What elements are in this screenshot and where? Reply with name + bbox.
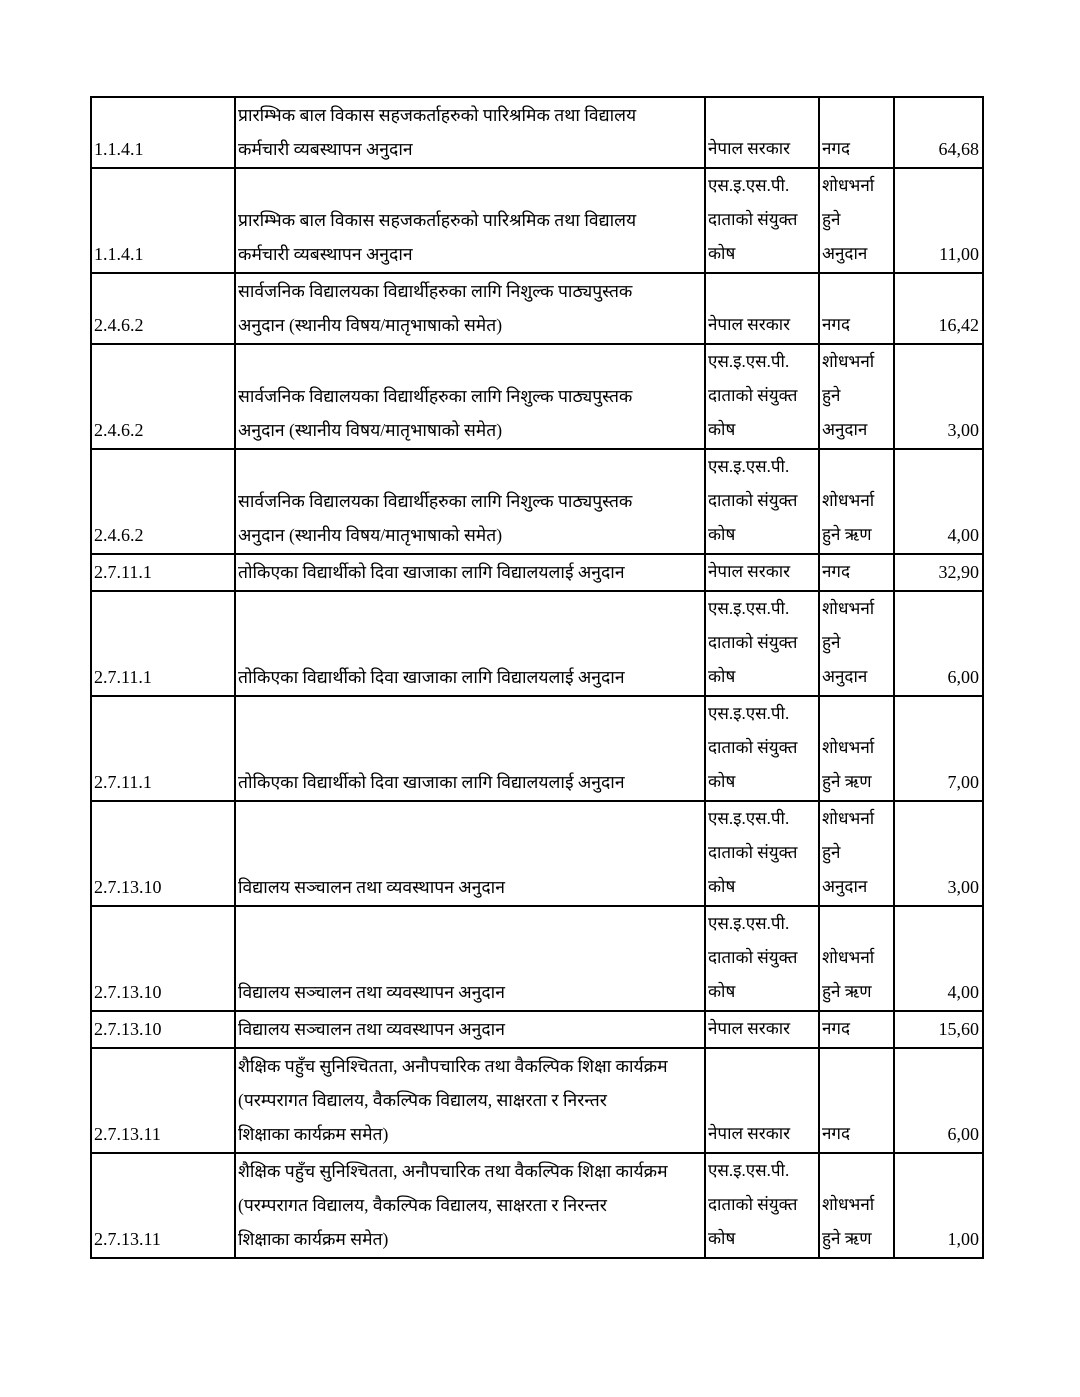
funding-type-line: हुने [822, 386, 841, 405]
program-description-line: अनुदान (स्थानीय विषय/मातृभाषाको समेत) [238, 525, 503, 545]
amount-cell [894, 554, 983, 591]
amount-cell [894, 906, 983, 1011]
budget-code-cell [91, 906, 235, 1011]
program-description-line: विद्यालय सञ्चालन तथा व्यवस्थापन अनुदान [238, 877, 505, 897]
program-description-line: शैक्षिक पहुँच सुनिश्चितता, अनौपचारिक तथा वैकल्पिक शिक्षा कार्यक्रम [238, 1161, 668, 1181]
budget-code-cell [91, 801, 235, 906]
funding-type-cell [819, 801, 894, 906]
budget-code: 2.4.6.2 [94, 525, 144, 545]
budget-code: 1.1.4.1 [94, 244, 144, 264]
amount-cell [894, 449, 983, 554]
funding-source-line: दाताको संयुक्त [708, 843, 798, 862]
amount-cell [894, 696, 983, 801]
budget-code-cell [91, 1153, 235, 1258]
table-row [91, 906, 983, 1011]
amount-value: 7,00 [947, 772, 979, 792]
table-row [91, 1153, 983, 1258]
funding-source-line: कोष [708, 982, 736, 1001]
table-row [91, 273, 983, 344]
funding-source-line: कोष [708, 525, 736, 544]
budget-code: 1.1.4.1 [94, 139, 144, 159]
budget-code: 2.7.13.10 [94, 1019, 162, 1039]
amount-value: 16,42 [938, 315, 979, 335]
budget-code: 2.7.11.1 [94, 667, 152, 687]
budget-code-cell [91, 449, 235, 554]
budget-code-cell [91, 696, 235, 801]
table-row [91, 554, 983, 591]
funding-type-cell [819, 696, 894, 801]
program-description-line: सार्वजनिक विद्यालयका विद्यार्थीहरुका लागि निशुल्क पाठ्यपुस्तक [238, 281, 633, 301]
program-description-cell [235, 168, 705, 273]
table-row [91, 1048, 983, 1153]
funding-source-line: दाताको संयुक्त [708, 386, 798, 405]
program-description-line: अनुदान (स्थानीय विषय/मातृभाषाको समेत) [238, 420, 503, 440]
program-description-line: सार्वजनिक विद्यालयका विद्यार्थीहरुका लागि निशुल्क पाठ्यपुस्तक [238, 386, 633, 406]
funding-source-cell [705, 1011, 819, 1048]
funding-source-line: दाताको संयुक्त [708, 210, 798, 229]
funding-source-line: कोष [708, 667, 736, 686]
funding-type-line: शोधभर्ना [822, 352, 875, 371]
funding-source-line: एस.इ.एस.पी. [708, 352, 790, 371]
funding-source-line: एस.इ.एस.पी. [708, 599, 790, 618]
amount-cell [894, 1048, 983, 1153]
table-row [91, 168, 983, 273]
budget-code-cell [91, 1011, 235, 1048]
amount-value: 64,68 [938, 139, 979, 159]
funding-source-cell [705, 696, 819, 801]
funding-type-cell [819, 97, 894, 168]
program-description-cell [235, 696, 705, 801]
funding-type-line: शोधभर्ना [822, 599, 875, 618]
budget-code: 2.4.6.2 [94, 315, 144, 335]
amount-cell [894, 1153, 983, 1258]
amount-value: 15,60 [938, 1019, 979, 1039]
program-description-cell [235, 97, 705, 168]
funding-source-line: दाताको संयुक्त [708, 948, 798, 967]
budget-code: 2.4.6.2 [94, 420, 144, 440]
budget-code: 2.7.13.10 [94, 877, 162, 897]
funding-source-cell [705, 168, 819, 273]
amount-cell [894, 273, 983, 344]
program-description-cell [235, 1153, 705, 1258]
program-description-line: विद्यालय सञ्चालन तथा व्यवस्थापन अनुदान [238, 1019, 505, 1039]
budget-code-cell [91, 273, 235, 344]
table-row [91, 449, 983, 554]
funding-source-line: कोष [708, 772, 736, 791]
program-description-cell [235, 1011, 705, 1048]
amount-value: 3,00 [947, 420, 979, 440]
budget-code: 2.7.11.1 [94, 562, 152, 582]
funding-source-line: दाताको संयुक्त [708, 491, 798, 510]
amount-value: 6,00 [947, 667, 979, 687]
funding-type-line: नगद [822, 139, 851, 158]
funding-type-cell [819, 1048, 894, 1153]
program-description-cell [235, 1048, 705, 1153]
funding-type-line: हुने ऋण [822, 772, 872, 791]
program-description-line: विद्यालय सञ्चालन तथा व्यवस्थापन अनुदान [238, 982, 505, 1002]
funding-type-cell [819, 906, 894, 1011]
funding-type-line: शोधभर्ना [822, 1195, 875, 1214]
funding-source-cell [705, 801, 819, 906]
funding-type-line: अनुदान [822, 244, 868, 263]
budget-code-cell [91, 168, 235, 273]
funding-type-line: नगद [822, 1019, 851, 1038]
amount-value: 4,00 [947, 525, 979, 545]
funding-source-line: एस.इ.एस.पी. [708, 704, 790, 723]
funding-source-line: नेपाल सरकार [708, 562, 791, 581]
program-description-line: तोकिएका विद्यार्थीको दिवा खाजाका लागि विद्यालयलाई अनुदान [238, 667, 625, 687]
funding-type-line: हुने [822, 843, 841, 862]
budget-code: 2.7.13.11 [94, 1124, 161, 1144]
funding-type-line: हुने ऋण [822, 525, 872, 544]
program-description-line: कर्मचारी व्यबस्थापन अनुदान [238, 244, 413, 264]
funding-type-line: नगद [822, 562, 851, 581]
funding-source-line: दाताको संयुक्त [708, 633, 798, 652]
funding-type-cell [819, 449, 894, 554]
funding-source-cell [705, 1048, 819, 1153]
funding-source-line: एस.इ.एस.पी. [708, 809, 790, 828]
funding-type-line: अनुदान [822, 877, 868, 896]
program-description-line: अनुदान (स्थानीय विषय/मातृभाषाको समेत) [238, 315, 503, 335]
funding-source-line: दाताको संयुक्त [708, 738, 798, 757]
funding-source-cell [705, 554, 819, 591]
program-description-line: तोकिएका विद्यार्थीको दिवा खाजाका लागि विद्यालयलाई अनुदान [238, 772, 625, 792]
funding-type-cell [819, 554, 894, 591]
budget-code-cell [91, 97, 235, 168]
amount-cell [894, 344, 983, 449]
table-row [91, 1011, 983, 1048]
funding-type-line: अनुदान [822, 420, 868, 439]
program-description-line: (परम्परागत विद्यालय, वैकल्पिक विद्यालय, साक्षरता र निरन्तर [238, 1195, 607, 1215]
program-description-line: प्रारम्भिक बाल विकास सहजकर्ताहरुको पारिश्रमिक तथा विद्यालय [238, 105, 637, 125]
program-description-line: तोकिएका विद्यार्थीको दिवा खाजाका लागि विद्यालयलाई अनुदान [238, 562, 625, 582]
funding-type-line: शोधभर्ना [822, 948, 875, 967]
program-description-line: प्रारम्भिक बाल विकास सहजकर्ताहरुको पारिश्रमिक तथा विद्यालय [238, 210, 637, 230]
funding-source-line: कोष [708, 244, 736, 263]
funding-type-cell [819, 273, 894, 344]
funding-type-cell [819, 1011, 894, 1048]
funding-source-line: कोष [708, 420, 736, 439]
amount-value: 4,00 [947, 982, 979, 1002]
program-description-line: शिक्षाका कार्यक्रम समेत) [238, 1124, 389, 1144]
amount-cell [894, 97, 983, 168]
funding-type-cell [819, 1153, 894, 1258]
budget-table-body [91, 97, 983, 1258]
funding-source-cell [705, 344, 819, 449]
budget-code: 2.7.13.11 [94, 1229, 161, 1249]
funding-source-cell [705, 449, 819, 554]
funding-source-line: नेपाल सरकार [708, 315, 791, 334]
amount-cell [894, 801, 983, 906]
budget-code-cell [91, 554, 235, 591]
table-row [91, 344, 983, 449]
funding-type-cell [819, 591, 894, 696]
funding-source-cell [705, 1153, 819, 1258]
funding-source-line: एस.इ.एस.पी. [708, 457, 790, 476]
funding-type-line: नगद [822, 1124, 851, 1143]
program-description-cell [235, 554, 705, 591]
funding-source-line: कोष [708, 1229, 736, 1248]
funding-source-line: नेपाल सरकार [708, 139, 791, 158]
funding-type-line: शोधभर्ना [822, 176, 875, 195]
program-description-cell [235, 273, 705, 344]
amount-value: 3,00 [947, 877, 979, 897]
program-description-line: शिक्षाका कार्यक्रम समेत) [238, 1229, 389, 1249]
funding-type-line: हुने [822, 633, 841, 652]
table-row [91, 97, 983, 168]
program-description-cell [235, 344, 705, 449]
funding-type-line: अनुदान [822, 667, 868, 686]
program-description-cell [235, 449, 705, 554]
amount-value: 32,90 [938, 562, 979, 582]
funding-source-line: नेपाल सरकार [708, 1124, 791, 1143]
funding-source-cell [705, 591, 819, 696]
funding-type-cell [819, 168, 894, 273]
program-description-line: (परम्परागत विद्यालय, वैकल्पिक विद्यालय, साक्षरता र निरन्तर [238, 1090, 607, 1110]
budget-code-cell [91, 1048, 235, 1153]
amount-cell [894, 591, 983, 696]
budget-table [90, 96, 984, 1259]
funding-source-cell [705, 273, 819, 344]
budget-code: 2.7.11.1 [94, 772, 152, 792]
program-description-cell [235, 801, 705, 906]
budget-code: 2.7.13.10 [94, 982, 162, 1002]
funding-type-cell [819, 344, 894, 449]
funding-type-line: शोधभर्ना [822, 491, 875, 510]
table-row [91, 801, 983, 906]
amount-value: 1,00 [947, 1229, 979, 1249]
funding-type-line: हुने [822, 210, 841, 229]
funding-type-line: नगद [822, 315, 851, 334]
program-description-line: कर्मचारी व्यबस्थापन अनुदान [238, 139, 413, 159]
program-description-line: शैक्षिक पहुँच सुनिश्चितता, अनौपचारिक तथा वैकल्पिक शिक्षा कार्यक्रम [238, 1056, 668, 1076]
funding-source-line: एस.इ.एस.पी. [708, 1161, 790, 1180]
program-description-cell [235, 591, 705, 696]
budget-code-cell [91, 591, 235, 696]
amount-cell [894, 1011, 983, 1048]
funding-source-line: एस.इ.एस.पी. [708, 914, 790, 933]
funding-source-line: नेपाल सरकार [708, 1019, 791, 1038]
amount-value: 11,00 [939, 244, 979, 264]
funding-source-line: दाताको संयुक्त [708, 1195, 798, 1214]
budget-code-cell [91, 344, 235, 449]
funding-type-line: शोधभर्ना [822, 809, 875, 828]
funding-type-line: शोधभर्ना [822, 738, 875, 757]
amount-cell [894, 168, 983, 273]
amount-value: 6,00 [947, 1124, 979, 1144]
funding-source-line: एस.इ.एस.पी. [708, 176, 790, 195]
program-description-line: सार्वजनिक विद्यालयका विद्यार्थीहरुका लागि निशुल्क पाठ्यपुस्तक [238, 491, 633, 511]
program-description-cell [235, 906, 705, 1011]
funding-source-line: कोष [708, 877, 736, 896]
funding-source-cell [705, 906, 819, 1011]
funding-type-line: हुने ऋण [822, 1229, 872, 1248]
table-row [91, 591, 983, 696]
funding-type-line: हुने ऋण [822, 982, 872, 1001]
table-row [91, 696, 983, 801]
funding-source-cell [705, 97, 819, 168]
